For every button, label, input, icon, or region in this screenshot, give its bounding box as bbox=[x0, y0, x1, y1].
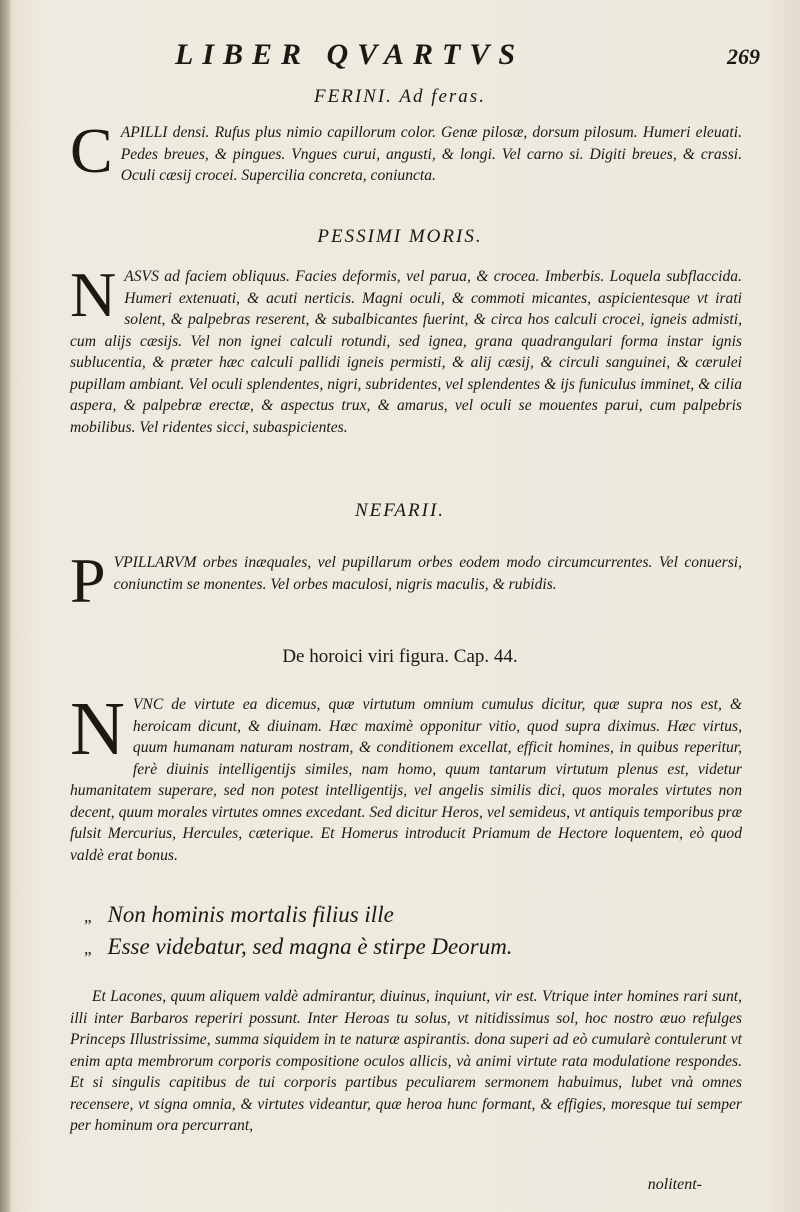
paragraph-text: VPILLARVM orbes inæquales, vel pupillarum orbes eodem modo circumcurrentes. Vel conuersi, coniunctim se monentes. Vel orbes maculosi, nigris maculis, & rubidis. bbox=[113, 554, 742, 593]
section-heading-pessimi-moris: PESSIMI MORIS. bbox=[317, 226, 483, 247]
paragraph-text: ASVS ad faciem obliquus. Facies deformis, vel parua, & crocea. Imberbis. Loquela subflaccida. Humeri extenuati, & acuti nerticis. Magni oculi, & commoti micantes, aspicientesque vt irati solent, & palpebras reserent, & subalbicantes fuerint, & circa hos calculi crocei, igneis admisti, cum alijs cæsijs. Vel non ignei calculi rotundi, sed ignea, grana quadrangulari forma instar ignis sublucentia, & præter hæc calculi pallidi igneis permisti, & alij cæsij, & circuli sanguinei, & cærulei pupillam ambiant. Vel oculi splendentes, nigri, subridentes, vel splendentes & ijs funiculus imminet, & cilia aspera, & palpebræ erectæ, & aspectus trux, & amarus, vel oculi se mouentes parui, cum palpebris mobilibus. Vel ridentes sicci, subaspicientes. bbox=[70, 268, 742, 436]
page-number: 269 bbox=[727, 44, 760, 69]
drop-capital: N bbox=[70, 259, 117, 330]
verse-line bbox=[84, 934, 513, 960]
section-heading-nefarii: NEFARII. bbox=[354, 500, 446, 521]
verse-line bbox=[84, 902, 394, 928]
drop-capital: C bbox=[70, 115, 113, 186]
catchword: nolitent- bbox=[647, 1176, 702, 1193]
paragraph-closing: Et Lacones, quum aliquem valdè admirantur, diuinus, inquiunt, vir est. Vtrique inter homines rari sunt, illi inter Barbaros reperiri possunt. Inter Heroas tu solus, vt nitidissimus sol, hoc nostro æuo refulges Princeps Illustrissime, summa siquidem in te naturæ aspirantis. dona superi ad eò cumularè contulerunt vt enim apta membrorum corporis compositione oculos allicis, và animi virtute rata modulatione respondes. Et si singulis capitibus de tui corporis partibus peculiarem sermonem habuimus, lubet vnà omnes recensere, vt signa omnia, & virtutes videantur, quæ heroa hunc formant, & effigies, moresque tui semper per hominum ora percurrant, bbox=[70, 988, 742, 1134]
quotation-mark: „ bbox=[84, 907, 92, 926]
drop-capital: N bbox=[70, 687, 125, 771]
verse-text: Non hominis mortalis filius ille bbox=[107, 902, 394, 927]
verse-text: Esse videbatur, sed magna è stirpe Deorum. bbox=[107, 934, 513, 959]
running-head bbox=[70, 38, 760, 78]
running-head-title: LIBER QVARTVS bbox=[175, 38, 525, 71]
paragraph-nefarii bbox=[70, 545, 742, 616]
paragraph-heroic bbox=[70, 687, 742, 866]
paragraph-pessimi-moris bbox=[70, 259, 742, 438]
paragraph-text: VNC de virtute ea dicemus, quæ virtutum omnium cumulus dicitur, quæ supra nos est, & heroicam dicunt, & diuinam. Hæc maximè opponitur vitio, quod supra diximus. Hæc virtus, quum humanam naturam nostram, & conditionem excellat, efficit homines, in quibus reperitur, ferè diuinis intelligentijs similes, nam homo, quum tantarum virtutum plenus est, videtur humanitatem superare, sed non potest intelligentijs, vel angelis similis dici, quos morales virtutes non decent, quum morales virtutes omnes excedant. Sed dicitur Heros, vel semideus, vt antiquis temporibus præ fulsit Mercurius, Hercules, cæterique. Et Homerus introducit Priamum de Hectore loquentem, eò quod valdè erat bonus. bbox=[70, 696, 742, 864]
paragraph-text: APILLI densi. Rufus plus nimio capillorum color. Genæ pilosæ, dorsum pilosum. Humeri eleuati. Pedes breues, & pingues. Vngues curui, angusti, & longi. Vel carno si. Digiti breues, & crassi. Oculi cæsij crocei. Supercilia concreta, coniuncta. bbox=[120, 124, 742, 184]
quotation-mark: „ bbox=[84, 939, 92, 958]
drop-capital: P bbox=[70, 545, 106, 616]
chapter-heading: De horoici viri figura. Cap. 44. bbox=[282, 646, 518, 667]
section-heading-ferini: FERINI. Ad feras. bbox=[314, 86, 486, 107]
paragraph-ferini bbox=[70, 115, 742, 187]
page-gutter bbox=[0, 0, 10, 1212]
